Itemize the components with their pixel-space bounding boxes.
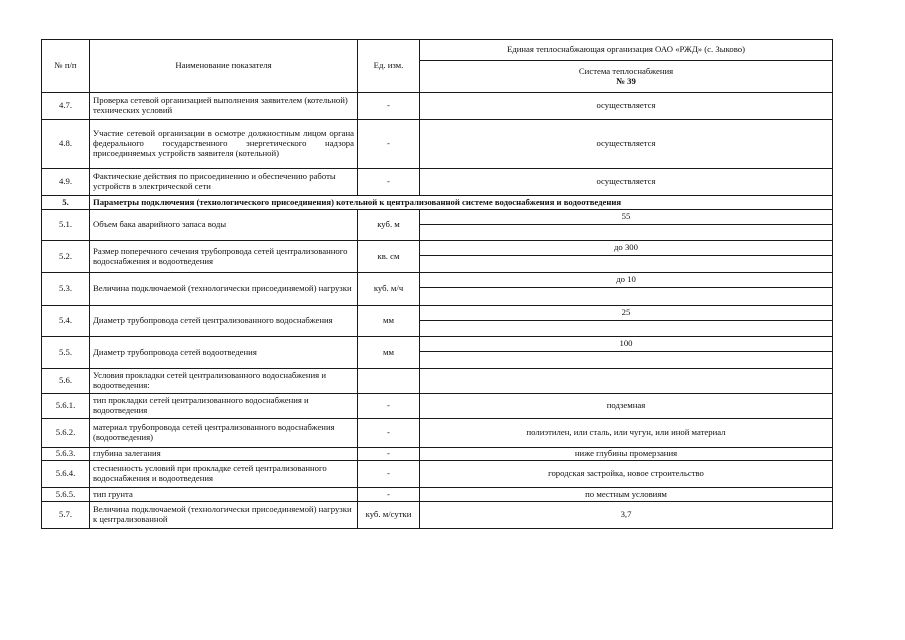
table-row — [42, 461, 833, 488]
row-unit: мм — [358, 306, 420, 337]
row-value — [420, 369, 833, 394]
table-row — [42, 502, 833, 529]
row-num: 5.6.5. — [42, 488, 90, 502]
row-num: 5.3. — [42, 273, 90, 306]
row-value: городская застройка, новое строительство — [420, 461, 833, 488]
row-num: 5.6. — [42, 369, 90, 394]
table-row — [42, 488, 833, 502]
row-name: Диаметр трубопровода сетей водоотведения — [90, 337, 358, 369]
row-name: Размер поперечного сечения трубопровода сетей централизованного водоснабжения и водоотведения — [90, 241, 358, 273]
row-unit: - — [358, 419, 420, 448]
row-name: глубина залегания — [90, 448, 358, 461]
header-org: Единая теплоснабжающая организация ОАО «РЖД» (с. Зыково) — [420, 40, 833, 61]
row-value: 3,7 — [420, 502, 833, 529]
row-num: 5.4. — [42, 306, 90, 337]
row-unit — [358, 369, 420, 394]
section-num: 5. — [42, 196, 90, 210]
table-row — [42, 369, 833, 394]
table-row — [42, 394, 833, 419]
table-row — [42, 241, 833, 256]
header-unit: Ед. изм. — [358, 40, 420, 93]
row-num: 5.2. — [42, 241, 90, 273]
row-name: тип грунта — [90, 488, 358, 502]
row-unit: куб. м/ч — [358, 273, 420, 306]
row-value: подземная — [420, 394, 833, 419]
row-unit: мм — [358, 337, 420, 369]
row-name: стесненность условий при прокладке сетей централизованного водоснабжения и водоотведения — [90, 461, 358, 488]
row-num: 5.6.1. — [42, 394, 90, 419]
row-value: полиэтилен, или сталь, или чугун, или иной материал — [420, 419, 833, 448]
row-value: ниже глубины промерзания — [420, 448, 833, 461]
row-name: Величина подключаемой (технологически присоединяемой) нагрузки к централизованной — [90, 502, 358, 529]
row-name: тип прокладки сетей централизованного водоснабжения и водоотведения — [90, 394, 358, 419]
row-unit: куб. м/сутки — [358, 502, 420, 529]
row-value-empty — [420, 256, 833, 273]
row-name: Проверка сетевой организацией выполнения заявителем (котельной) технических условий — [90, 93, 358, 120]
row-num: 5.7. — [42, 502, 90, 529]
row-unit: - — [358, 93, 420, 120]
row-value: осуществляется — [420, 93, 833, 120]
row-value: осуществляется — [420, 169, 833, 196]
row-value: 25 — [420, 306, 833, 321]
row-num: 5.5. — [42, 337, 90, 369]
row-num: 5.6.3. — [42, 448, 90, 461]
table-row — [42, 273, 833, 288]
row-unit: - — [358, 394, 420, 419]
row-value-empty — [420, 288, 833, 306]
section-row — [42, 196, 833, 210]
row-num: 4.7. — [42, 93, 90, 120]
row-num: 5.6.2. — [42, 419, 90, 448]
row-name: Объем бака аварийного запаса воды — [90, 210, 358, 241]
row-unit: - — [358, 448, 420, 461]
row-name: Участие сетевой организации в осмотре должностным лицом органа федерального государственного энергетического надзора присоединяемых устройств заявителя (котельной) — [90, 120, 358, 169]
table-row — [42, 448, 833, 461]
table-header-row — [42, 40, 833, 61]
row-value: до 300 — [420, 241, 833, 256]
row-unit: - — [358, 461, 420, 488]
row-unit: - — [358, 120, 420, 169]
row-unit: - — [358, 488, 420, 502]
header-system — [420, 61, 833, 93]
row-name: материал трубопровода сетей централизованного водоснабжения (водоотведения) — [90, 419, 358, 448]
row-name: Условия прокладки сетей централизованного водоснабжения и водоотведения: — [90, 369, 358, 394]
header-system-number: № 39 — [616, 75, 636, 86]
table-row — [42, 120, 833, 169]
row-value-empty — [420, 225, 833, 241]
table-row — [42, 306, 833, 321]
row-value: 100 — [420, 337, 833, 352]
row-value: до 10 — [420, 273, 833, 288]
row-unit: куб. м — [358, 210, 420, 241]
row-unit: кв. см — [358, 241, 420, 273]
row-num: 5.1. — [42, 210, 90, 241]
row-num: 4.8. — [42, 120, 90, 169]
header-num: № п/п — [42, 40, 90, 93]
row-num: 4.9. — [42, 169, 90, 196]
row-value-empty — [420, 321, 833, 337]
row-name: Фактические действия по присоединению и обеспечению работы устройств в электрической сети — [90, 169, 358, 196]
row-value: по местным условиям — [420, 488, 833, 502]
row-unit: - — [358, 169, 420, 196]
header-name: Наименование показателя — [90, 40, 358, 93]
table-row — [42, 210, 833, 225]
indicator-table — [41, 39, 833, 529]
row-num: 5.6.4. — [42, 461, 90, 488]
row-value-empty — [420, 352, 833, 369]
section-title: Параметры подключения (технологического присоединения) котельной к централизованной системе водоснабжения и водоотведения — [90, 196, 833, 210]
table-row — [42, 419, 833, 448]
row-name: Величина подключаемой (технологически присоединяемой) нагрузки — [90, 273, 358, 306]
header-system-label: Система теплоснабжения — [578, 65, 674, 76]
row-value: 55 — [420, 210, 833, 225]
table-row — [42, 93, 833, 120]
table-row — [42, 337, 833, 352]
row-value: осуществляется — [420, 120, 833, 169]
row-name: Диаметр трубопровода сетей централизованного водоснабжения — [90, 306, 358, 337]
table-row — [42, 169, 833, 196]
